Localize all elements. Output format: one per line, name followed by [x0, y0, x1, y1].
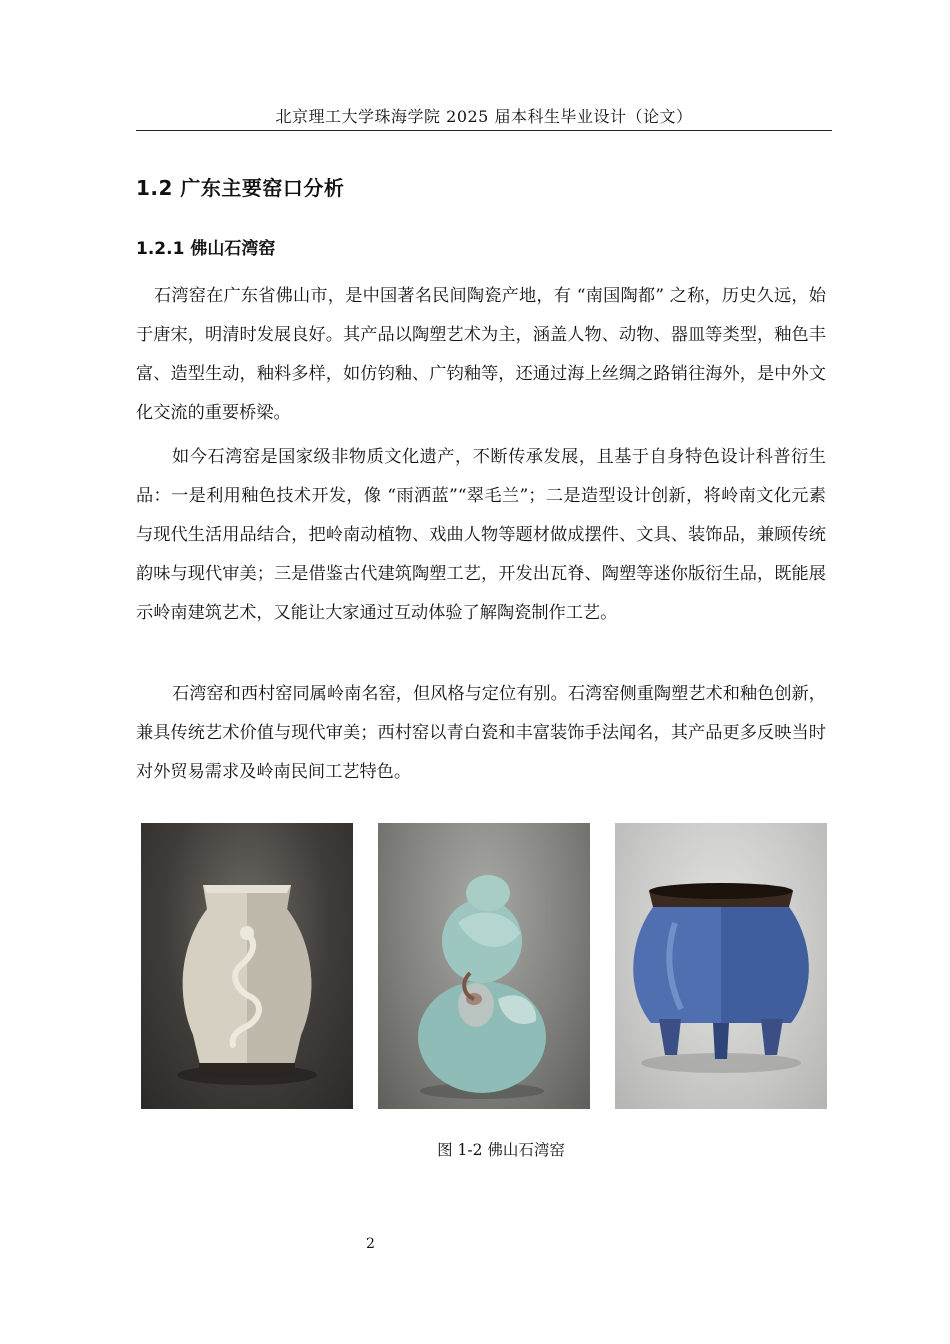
header-divider	[136, 130, 832, 131]
vase-illustration-3	[615, 823, 827, 1109]
page-number: 2	[366, 1236, 375, 1252]
vase-illustration-1	[141, 823, 353, 1109]
body-paragraph-3: 石湾窑和西村窑同属岭南名窑，但风格与定位有别。石湾窑侧重陶塑艺术和釉色创新，兼具传统艺术价值与现代审美；西村窑以青白瓷和丰富装饰手法闻名，其产品更多反映当时对外贸易需求及岭南民间工艺特色。	[136, 684, 826, 782]
subsection-heading: 1.2.1 佛山石湾窑	[136, 239, 276, 259]
section-heading: 1.2 广东主要窑口分析	[136, 176, 345, 200]
vase-photo-gourd	[378, 823, 590, 1109]
figure-caption: 图 1-2 佛山石湾窑	[437, 1141, 565, 1159]
body-paragraph-1: 石湾窑在广东省佛山市，是中国著名民间陶瓷产地，有 “南国陶都” 之称，历史久远，始于唐宋，明清时发展良好。其产品以陶塑艺术为主，涵盖人物、动物、器皿等类型，釉色丰富、造型生动，釉料多样，如仿钧釉、广钧釉等，还通过海上丝绸之路销往海外，是中外文化交流的重要桥梁。	[136, 286, 826, 423]
vase-photo-square-dragon	[141, 823, 353, 1109]
vase-illustration-2	[378, 823, 590, 1109]
censer-photo-blue-tripod	[615, 823, 827, 1109]
page-header: 北京理工大学珠海学院 2025 届本科生毕业设计（论文）	[275, 107, 693, 126]
body-paragraph-2: 如今石湾窑是国家级非物质文化遗产，不断传承发展，且基于自身特色设计科普衍生品：一是利用釉色技术开发，像 “雨洒蓝”“翠毛兰”；二是造型设计创新，将岭南文化元素与现代生活用品结合，把岭南动植物、戏曲人物等题材做成摆件、文具、装饰品，兼顾传统韵味与现代审美；三是借鉴古代建筑陶塑工艺，开发出瓦脊、陶塑等迷你版衍生品，既能展示岭南建筑艺术，又能让大家通过互动体验了解陶瓷制作工艺。	[136, 447, 826, 623]
